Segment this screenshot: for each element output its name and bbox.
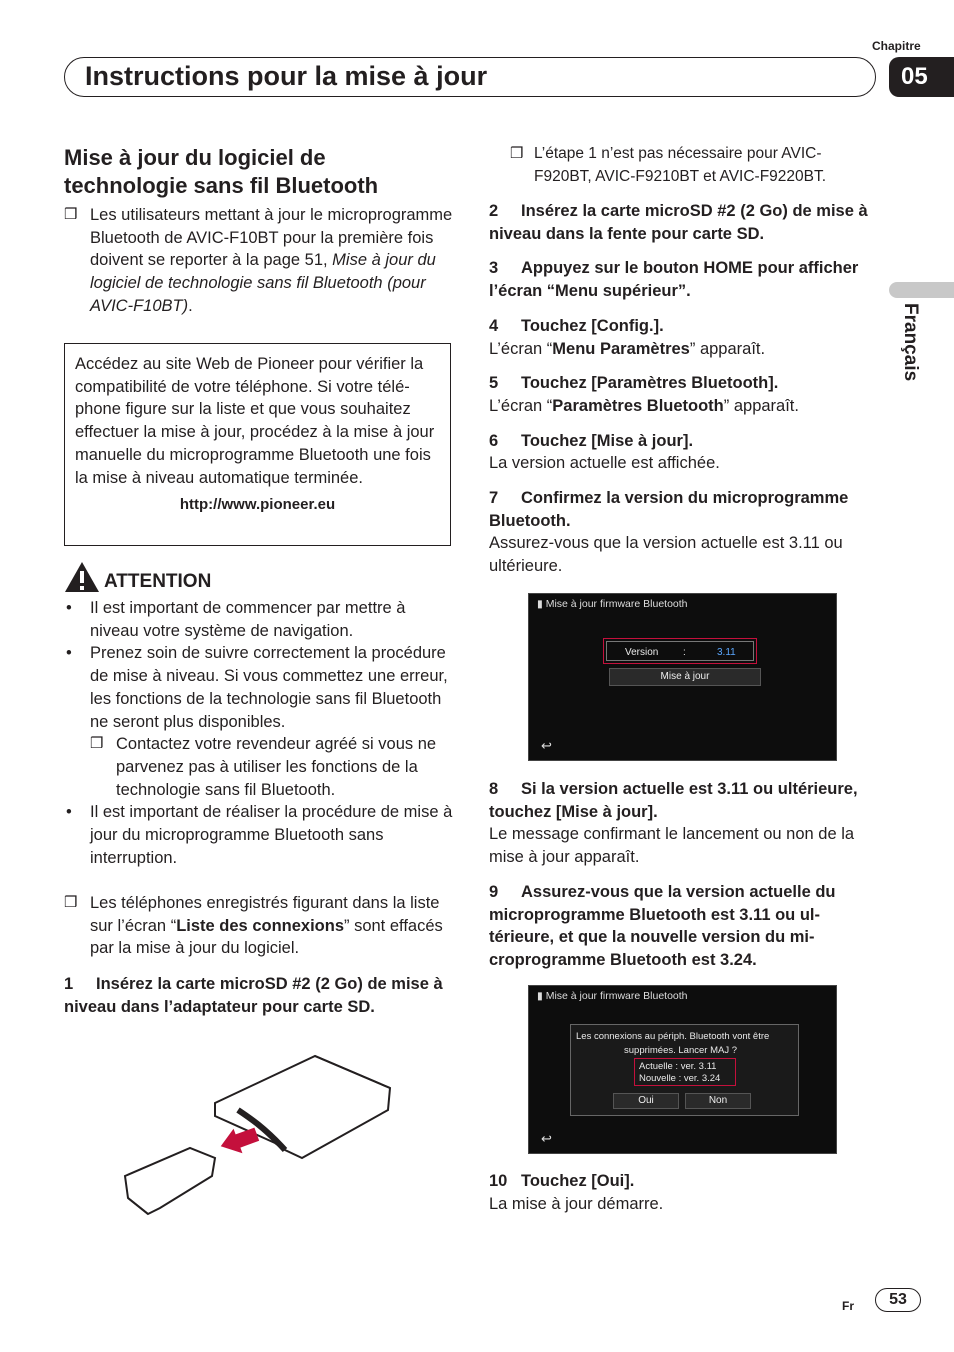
step-4-desc: L’écran “Menu Paramètres” apparaît. xyxy=(489,339,766,358)
checkbox-icon: ❒ xyxy=(64,206,78,223)
checkbox-icon: ❒ xyxy=(90,735,104,753)
step-5-desc: L’écran “Paramètres Bluetooth” apparaît. xyxy=(489,396,799,415)
screen-title: ▮ Mise à jour firmware Bluetooth xyxy=(537,990,688,1002)
step-7: 7 Confirmez la version du microprogramme Bluetooth. xyxy=(489,489,849,530)
attention-sub-note: ❒ Contactez votre revendeur agréé si vous ne parvenez pas à utiliser les fonctions de la technologie sans fil Bluetooth. xyxy=(90,735,437,799)
title-bar xyxy=(64,57,876,97)
step-8-desc: Le message confirmant le lancement ou non de la mise à jour apparaît. xyxy=(489,825,855,867)
version-info-highlight: Actuelle : ver. 3.11 Nouvelle : ver. 3.24 xyxy=(634,1058,736,1086)
step-10-block xyxy=(489,1170,879,1215)
list-item: • Prenez soin de suivre correctement la procédure de mise à niveau. Si vous commettez une erreur, les fonctions de la technologie sans fil Bluetooth ne seront plus disponibles. xyxy=(64,642,454,733)
note-first-time: ❒ Les utilisateurs mettant à jour le microprogramme Bluetooth de AVIC-F10BT pour la première fois doivent se reporter à la page 51, Mise à jour du logiciel de technologie sans fil Bluetooth (pour AVIC-F10BT). xyxy=(64,206,453,315)
step-10: 10 Touchez [Oui]. xyxy=(489,1172,635,1190)
page-title: Instructions pour la mise à jour xyxy=(85,61,488,91)
step-4: 4 Touchez [Config.]. xyxy=(489,316,664,335)
info-box xyxy=(64,343,451,546)
no-button[interactable]: Non xyxy=(685,1093,751,1109)
note-step1-not-needed: ❒ L’étape 1 n’est pas nécessaire pour AVIC-F920BT, AVIC-F9210BT et AVIC-F9220BT. xyxy=(510,145,827,185)
step-8: 8 Si la version actuelle est 3.11 ou ultérieure, touchez [Mise à jour]. xyxy=(489,780,858,821)
list-item: • Il est important de réaliser la procédure de mise à jour du microprogramme Bluetooth sans interruption. xyxy=(64,801,454,869)
language-side-label: Français xyxy=(900,303,921,382)
step-1: 1 Insérez la carte microSD #2 (2 Go) de mise à niveau dans l’adaptateur pour carte SD. xyxy=(64,975,443,1016)
warning-icon xyxy=(64,561,100,593)
step-6: 6 Touchez [Mise à jour]. xyxy=(489,431,694,450)
step-6-desc: La version actuelle est affichée. xyxy=(489,454,720,473)
steps-2-7 xyxy=(489,200,879,578)
screenshot-version-screen xyxy=(528,593,837,761)
checkbox-icon: ❒ xyxy=(510,145,524,162)
note-connections-erased: ❒ Les téléphones enregistrés figurant dans la liste sur l’écran “Liste des connexions” sont effacés par la mise à jour du logiciel. xyxy=(64,894,443,958)
screenshot-confirm-screen xyxy=(528,985,837,1154)
step-9: 9 Assurez-vous que la version actuelle du microprogramme Bluetooth est 3.11 ou ultérieure, et que la nouvelle version du microprogramme Bluetooth est 3.24. xyxy=(489,882,836,969)
step-5: 5 Touchez [Paramètres Bluetooth]. xyxy=(489,374,779,393)
update-button[interactable]: Mise à jour xyxy=(609,668,761,686)
language-code: Fr xyxy=(842,1299,854,1313)
attention-heading: ATTENTION xyxy=(64,561,211,593)
microsd-adapter-illustration xyxy=(120,1048,400,1224)
page-number: 53 xyxy=(875,1288,921,1312)
yes-button[interactable]: Oui xyxy=(613,1093,679,1109)
back-icon[interactable]: ↩ xyxy=(541,1131,552,1146)
chapter-label: Chapitre xyxy=(872,39,921,53)
step-7-desc: Assurez-vous que la version actuelle est 3.11 ou ultérieure. xyxy=(489,534,843,576)
language-tab-marker xyxy=(889,282,954,298)
back-icon[interactable]: ↩ xyxy=(541,738,552,753)
info-box-text: Accédez au site Web de Pioneer pour vérifier la compatibilité de votre téléphone. Si votre téléphone figure sur la liste et que vous souhaitez effectuer la mise à jour, procédez à la mise à jour manuelle du microprogramme Bluetooth une fois la mise à niveau automatique terminée. xyxy=(75,355,435,487)
confirm-dialog: Les connexions au périph. Bluetooth vont être supprimées. Lancer MAJ ? Actuelle : ver. 3.11 Nouvelle : ver. 3.24 Oui Non xyxy=(570,1024,799,1116)
pioneer-url-link[interactable]: http://www.pioneer.eu xyxy=(179,496,336,514)
step-10-desc: La mise à jour démarre. xyxy=(489,1194,664,1213)
attention-list xyxy=(64,597,454,869)
step-3: 3 Appuyez sur le bouton HOME pour afficher l’écran “Menu supérieur”. xyxy=(489,259,859,301)
chapter-number-badge: 05 xyxy=(889,57,954,97)
steps-8-9 xyxy=(489,778,879,972)
list-item: • Il est important de commencer par mettre à niveau votre système de navigation. xyxy=(64,597,454,642)
checkbox-icon: ❒ xyxy=(64,894,78,911)
section-title: Mise à jour du logiciel de technologie sans fil Bluetooth xyxy=(64,145,379,198)
step-2: 2 Insérez la carte microSD #2 (2 Go) de mise à niveau dans la fente pour carte SD. xyxy=(489,202,868,243)
version-value: 3.11 xyxy=(717,647,736,658)
screen-title: ▮ Mise à jour firmware Bluetooth xyxy=(537,598,688,610)
version-row-highlight: Version : 3.11 xyxy=(603,638,757,664)
